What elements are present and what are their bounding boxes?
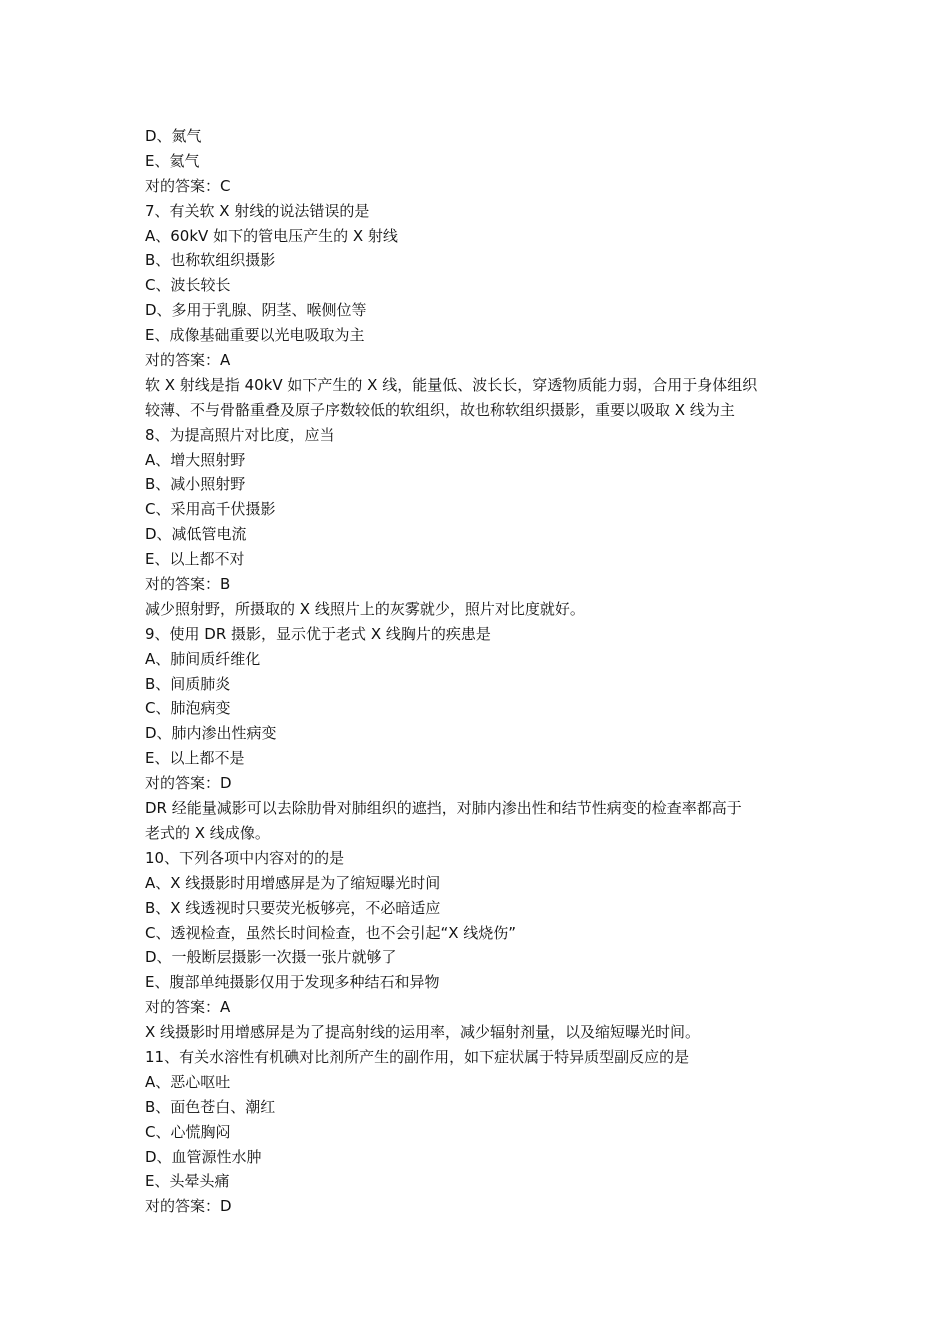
answer: 对的答案：D <box>145 1197 232 1216</box>
option-e: E、氦气 <box>145 151 200 170</box>
option-d: D、血管源性水肿 <box>145 1147 262 1166</box>
explanation: DR 经能量减影可以去除肋骨对肺组织的遮挡，对肺内渗出性和结节性病变的检查率都高于 <box>145 799 742 818</box>
option-e: E、腹部单纯摄影仅用于发现多种结石和异物 <box>145 973 440 992</box>
explanation: X 线摄影时用增感屏是为了提高射线的运用率，减少辐射剂量，以及缩短曝光时间。 <box>145 1023 701 1042</box>
answer: 对的答案：A <box>145 351 231 370</box>
option-b: B、面色苍白、潮红 <box>145 1097 276 1116</box>
option-d: D、氮气 <box>145 127 202 145</box>
option-e: E、成像基础重要以光电吸取为主 <box>145 326 365 345</box>
question-10: 10、下列各项中内容对的的是 <box>145 848 345 867</box>
option-b: B、X 线透视时只要荧光板够亮，不必暗适应 <box>145 898 441 917</box>
explanation: 较薄、不与骨骼重叠及原子序数较低的软组织，故也称软组织摄影，重要以吸取 X 线为主 <box>145 400 735 419</box>
option-a: A、肺间质纤维化 <box>145 649 261 668</box>
explanation: 老式的 X 线成像。 <box>145 823 270 842</box>
question-9: 9、使用 DR 摄影，显示优于老式 X 线胸片的疾患是 <box>145 624 491 643</box>
option-a: A、恶心呕吐 <box>145 1072 231 1091</box>
question-8: 8、为提高照片对比度，应当 <box>145 425 335 444</box>
option-c: C、肺泡病变 <box>145 699 231 718</box>
option-c: C、采用高千伏摄影 <box>145 500 276 519</box>
answer: 对的答案：C <box>145 176 231 195</box>
explanation: 减少照射野，所摄取的 X 线照片上的灰雾就少，照片对比度就好。 <box>145 599 585 618</box>
option-c: C、透视检查，虽然长时间检查，也不会引起“X 线烧伤” <box>145 923 517 942</box>
question-11: 11、有关水溶性有机碘对比剂所产生的副作用，如下症状属于特异质型副反应的是 <box>145 1047 690 1066</box>
option-c: C、波长较长 <box>145 276 231 295</box>
option-d: D、多用于乳腺、阴茎、喉侧位等 <box>145 301 367 320</box>
option-e: E、头晕头痛 <box>145 1172 230 1191</box>
option-d: D、减低管电流 <box>145 525 247 544</box>
option-a: A、60kV 如下的管电压产生的 X 射线 <box>145 226 398 245</box>
answer: 对的答案：B <box>145 575 231 594</box>
option-b: B、也称软组织摄影 <box>145 251 276 270</box>
explanation: 软 X 射线是指 40kV 如下产生的 X 线，能量低、波长长，穿透物质能力弱，合用于身体组织 <box>145 375 758 394</box>
option-e: E、以上都不是 <box>145 749 245 768</box>
question-7: 7、有关软 X 射线的说法错误的是 <box>145 201 370 220</box>
document-page <box>145 124 825 1219</box>
option-c: C、心慌胸闷 <box>145 1122 231 1141</box>
option-e: E、以上都不对 <box>145 550 245 569</box>
option-b: B、间质肺炎 <box>145 674 231 693</box>
option-b: B、减小照射野 <box>145 475 246 494</box>
option-d: D、肺内渗出性病变 <box>145 724 277 743</box>
option-a: A、增大照射野 <box>145 450 246 469</box>
answer: 对的答案：D <box>145 774 232 793</box>
option-a: A、X 线摄影时用增感屏是为了缩短曝光时间 <box>145 873 441 892</box>
answer: 对的答案：A <box>145 998 231 1017</box>
option-d: D、一般断层摄影一次摄一张片就够了 <box>145 948 397 967</box>
